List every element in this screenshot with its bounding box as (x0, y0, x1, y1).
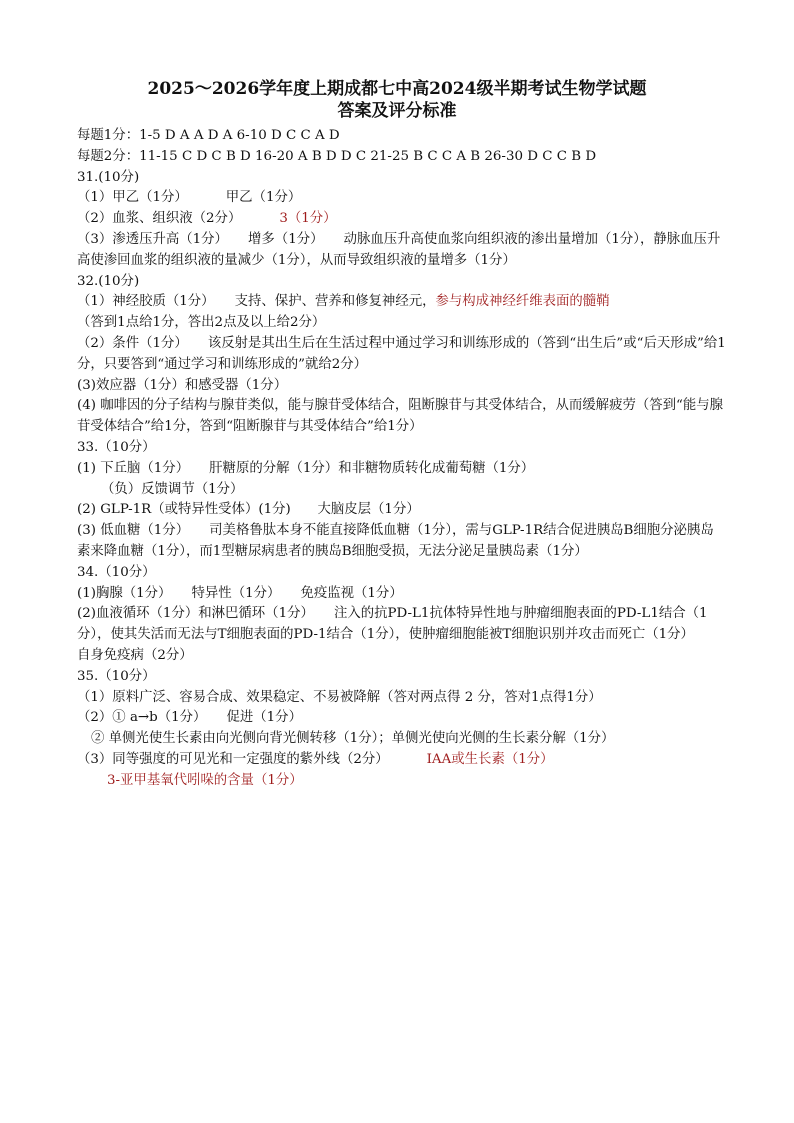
q31-part2-b: 3（1分） (279, 211, 337, 227)
q31-part1-a: （1）甲乙（1分） (77, 190, 188, 206)
q33-part3: (3) 低血糖（1分） 司美格鲁肽本身不能直接降低血糖（1分），需与GLP-1R结合促进胰岛B细胞分泌胰岛素来降血糖（1分），而1型糖尿病患者的胰岛B细胞受损，无法分泌足量胰岛素（1分） (77, 523, 714, 559)
q33-heading: 33.（10分） (77, 439, 156, 455)
answer-body (77, 126, 727, 792)
q32-part4: (4) 咖啡因的分子结构与腺苷类似，能与腺苷受体结合，阻断腺苷与其受体结合，从而缓解疲劳（答到“能与腺苷受体结合”给1分，答到“阻断腺苷与其受体结合”给1分） (77, 398, 724, 435)
document-title: 2025～2026学年度上期成都七中高2024级半期考试生物学试题 (147, 79, 647, 99)
q35-part3-c: 3-亚甲基氧代吲哚的含量（1分） (107, 772, 303, 788)
q32-part1-c: （答到1点给1分，答出2点及以上给2分） (77, 315, 326, 331)
q34-heading: 34.（10分） (77, 564, 156, 580)
q32-part3: (3)效应器（1分）和感受器（1分） (77, 377, 288, 393)
q33-part1-b: （负）反馈调节（1分） (101, 481, 244, 497)
q33-part2: (2) GLP-1R（或特异性受体）(1分) 大脑皮层（1分） (77, 502, 420, 518)
q35-part1: （1）原料广泛、容易合成、效果稳定、不易被降解（答对两点得 2 分，答对1点得1分） (77, 689, 602, 705)
q32-part1-b: 参与构成神经纤维表面的髓鞘 (435, 294, 610, 310)
q35-part3-a: （3）同等强度的可见光和一定强度的紫外线（2分） (77, 751, 389, 767)
q32-part1-a: （1）神经胶质（1分） 支持、保护、营养和修复神经元， (77, 294, 436, 310)
q35-part3-b: IAA或生长素（1分） (426, 751, 554, 767)
q31-part2 (77, 209, 727, 230)
choice-answers-2: 每题2分：11-15 C D C B D 16-20 A B D D C 21-25 B C C A B 26-30 D C C B D (77, 148, 597, 164)
q34-part1: (1)胸腺（1分） 特异性（1分） 免疫监视（1分） (77, 585, 403, 601)
q35-heading: 35.（10分） (77, 668, 156, 684)
q32-heading: 32.(10分) (77, 273, 140, 289)
q35-part2: （2）① a→b（1分） 促进（1分） (77, 710, 302, 726)
q35-part3 (77, 750, 727, 771)
q31-heading: 31.(10分) (77, 169, 140, 185)
q34-part2: (2)血液循环（1分）和淋巴循环（1分） 注入的抗PD-L1抗体特异性地与肿瘤细胞表面的PD-L1结合（1分），使其失活而无法与T细胞表面的PD-1结合（1分），使肿瘤细胞能被T细胞识别并攻击而死亡（1分） 自身免疫病（2分） (77, 606, 715, 663)
q31-part3: （3）渗透压升高（1分） 增多（1分） 动脉血压升高使血浆向组织液的渗出量增加（1分），静脉血压升高使渗回血浆的组织液的量减少（1分），从而导致组织液的量增多（1分） (77, 231, 721, 268)
document-subtitle: 答案及评分标准 (337, 101, 457, 121)
q33-part1: (1) 下丘脑（1分） 肝糖原的分解（1分）和非糖物质转化成葡萄糖（1分） (77, 460, 535, 476)
q31-part1 (77, 188, 727, 209)
q31-part2-a: （2）血浆、组织液（2分） (77, 211, 242, 227)
q31-part1-b: 甲乙（1分） (225, 190, 302, 206)
q35-part2-b: ② 单侧光使生长素由向光侧向背光侧转移（1分）；单侧光使向光侧的生长素分解（1分） (91, 731, 615, 747)
choice-answers-1: 每题1分：1-5 D A A D A 6-10 D C C A D (77, 128, 340, 143)
q32-part1 (77, 292, 727, 334)
q32-part2: （2）条件（1分） 该反射是其出生后在生活过程中通过学习和训练形成的（答到“出生后”或“后天形成”给1分，只要答到“通过学习和训练形成的”就给2分） (77, 335, 726, 372)
